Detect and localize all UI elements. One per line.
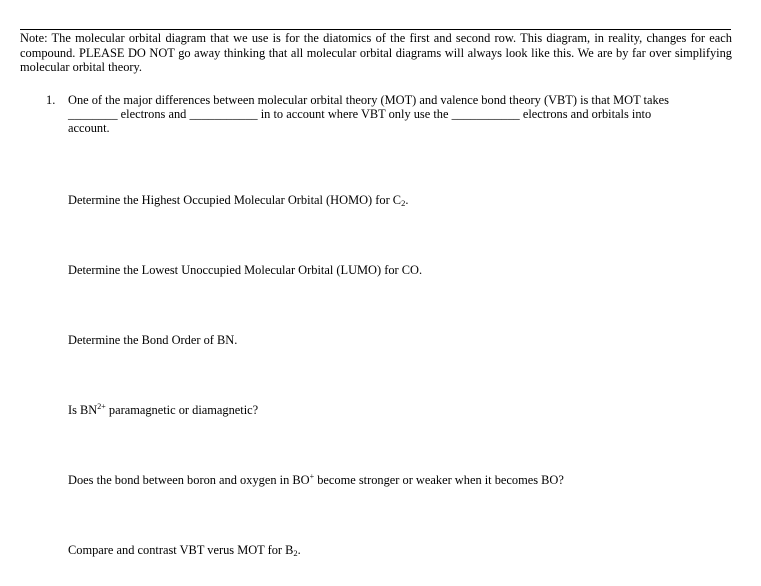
top-rule	[20, 29, 731, 30]
question-1-text-a: electrons and	[117, 107, 190, 121]
question-bond-strength	[68, 473, 564, 488]
question-bond-strength-pre: Does the bond between boron and oxygen in BO	[68, 473, 310, 487]
question-homo	[68, 193, 408, 208]
question-compare-subscript: 2	[293, 548, 298, 558]
question-lumo: Determine the Lowest Unoccupied Molecular Orbital (LUMO) for CO.	[68, 263, 423, 277]
question-1-text-b: in to account where VBT only use the	[257, 107, 452, 121]
question-compare-text: Compare and contrast VBT verus MOT for B	[68, 543, 294, 557]
question-magnetism-post: paramagnetic or diamagnetic?	[105, 403, 259, 417]
question-magnetism-charge: 2+	[97, 402, 106, 411]
question-1-text-c: electrons and orbitals into	[519, 107, 652, 121]
blank-1: ________	[68, 107, 118, 121]
question-compare	[68, 543, 301, 558]
question-magnetism	[68, 403, 258, 418]
question-bond-strength-charge: +	[309, 472, 315, 481]
question-1-line-3: account.	[68, 121, 110, 135]
blank-2: ___________	[189, 107, 258, 121]
question-1-line-1: One of the major differences between molecular orbital theory (MOT) and valence bond theory (VBT) is that MOT takes	[68, 93, 669, 107]
question-homo-end: .	[405, 193, 409, 207]
question-compare-end: .	[297, 543, 301, 557]
note-paragraph: Note: The molecular orbital diagram that we use is for the diatomics of the first and second row. This diagram, in reality, changes for each compound. PLEASE DO NOT go away thinking that all molecular orbital diagrams will always look like this. We are by far over simplifying molecular orbital theory.	[20, 31, 732, 74]
question-1-number: 1.	[46, 93, 56, 107]
question-1-line-2	[68, 107, 651, 122]
question-homo-subscript: 2	[401, 198, 406, 208]
question-magnetism-pre: Is BN	[68, 403, 98, 417]
question-bond-strength-post: become stronger or weaker when it becomes BO?	[314, 473, 564, 487]
question-bond-order: Determine the Bond Order of BN.	[68, 333, 238, 347]
blank-3: ___________	[451, 107, 520, 121]
question-homo-text: Determine the Highest Occupied Molecular Orbital (HOMO) for C	[68, 193, 402, 207]
